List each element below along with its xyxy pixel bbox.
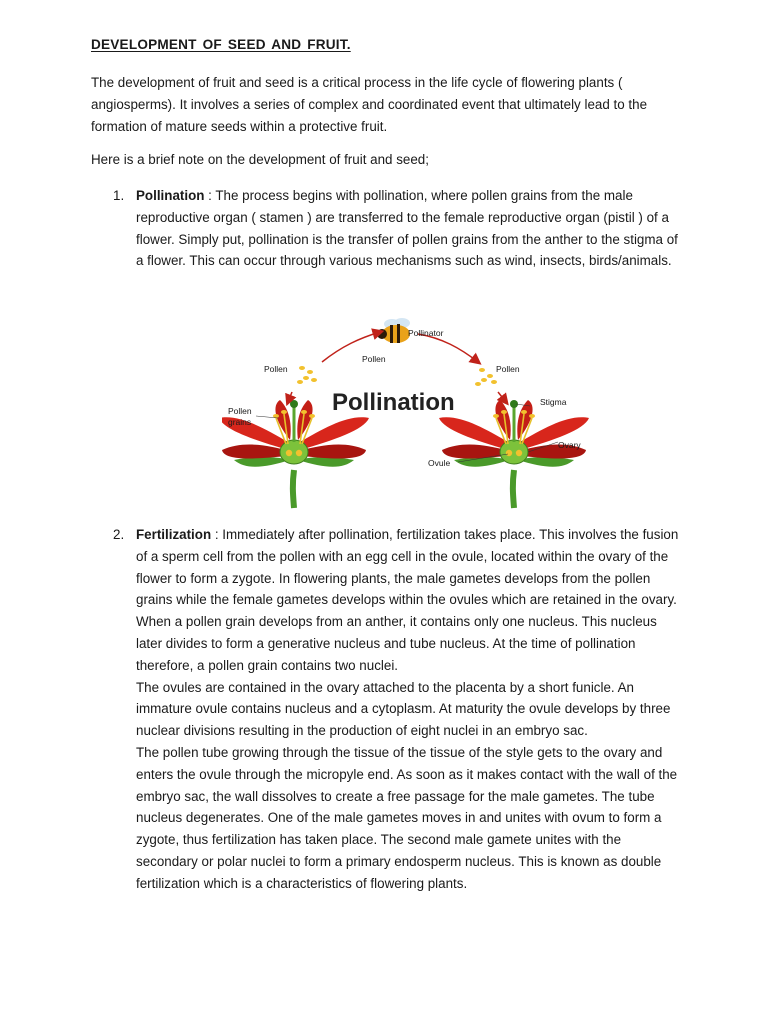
fertilization-text: : Immediately after pollination, fertilization takes place. This involves the fusion of a sperm cell from the pollen with an egg cell in the ovule, located within the ovary of the flower to form a zygote. In flowering plants, the male gametes develops from the pollen grains while the female gametes develops within the ovules which are retained in the ovary.	[136, 527, 679, 608]
pollen-left-dots	[297, 366, 317, 384]
label-ovule: Ovule	[428, 458, 451, 468]
brief-note-line: Here is a brief note on the development of fruit and seed;	[91, 152, 429, 167]
pollen-tube-paragraph: The pollen tube growing through the tissue of the tissue of the style gets to the ovary and enters the ovule through the micropyle end. As soon as it makes contact with the wall of the embryo sac, the wall dissolves to create a free passage for the male gametes. The tube nucleus degenerates. One of the male gametes moves in and unites with ovum to form a zygote, thus fertilization has taken place. The second male gamete unites with the secondary or polar nuclei to form a primary endosperm nucleus. This is known as double fertilization which is a characteristics of flowering plants.	[136, 744, 678, 891]
document-title: DEVELOPMENT OF SEED AND FRUIT.	[91, 37, 351, 52]
label-pollen-top: Pollen	[362, 354, 386, 364]
figure-title: Pollination	[332, 389, 455, 416]
list-item-body	[136, 185, 681, 272]
pollen-right-dots	[475, 368, 497, 386]
label-pollen-grains-2: grains	[228, 417, 252, 427]
term-fertilization: Fertilization	[136, 527, 212, 542]
intro-paragraph: The development of fruit and seed is a critical process in the life cycle of flowering plants ( angiosperms). It involves a series of complex and coordinated event that ultimately lead to the formation of mature seeds within a protective fruit.	[91, 75, 648, 134]
list-item-body	[136, 524, 681, 895]
bee-pollinator-icon	[377, 318, 410, 343]
pollination-diagram	[222, 310, 590, 510]
arrow-pollen-down-right	[498, 392, 506, 402]
arrow-bee-to-flower	[418, 334, 478, 362]
list-item-paragraph	[136, 524, 681, 611]
list-number: 2.	[113, 527, 125, 542]
arrow-pollen-down-left	[288, 392, 292, 402]
label-pollinator: Pollinator	[408, 328, 444, 338]
label-stigma: Stigma	[540, 397, 567, 407]
label-pollen-grains-1: Pollen	[228, 406, 252, 416]
term-pollination: Pollination	[136, 188, 205, 203]
right-flower-illustration	[439, 400, 589, 508]
list-item-paragraph	[136, 185, 681, 272]
label-pollen-right: Pollen	[496, 364, 520, 374]
list-number: 1.	[113, 188, 125, 203]
pollination-text: : The process begins with pollination, where pollen grains from the male reproductive organ ( stamen ) are transferred to the female reproductive organ (pistil ) of a flower. Simply put, pollination is the transfer of pollen grains from the anther to the stigma of a flower. This can occur through various mechanisms such as wind, insects, birds/animals.	[136, 188, 678, 269]
label-pollen-left: Pollen	[264, 364, 288, 374]
pollen-nucleus-paragraph: When a pollen grain develops from an anther, it contains only one nucleus. This nucleus later divides to form a generative nucleus and tube nucleus. At the time of pollination therefore, a pollen grain contains two nuclei.	[136, 614, 657, 673]
label-ovary: Ovary	[558, 440, 581, 450]
ovule-paragraph: The ovules are contained in the ovary attached to the placenta by a short funicle. An immature ovule contains nucleus and a cytoplasm. At maturity the ovule develops by three nuclear divisions resulting in the production of eight nuclei in an embryo sac.	[136, 679, 671, 739]
